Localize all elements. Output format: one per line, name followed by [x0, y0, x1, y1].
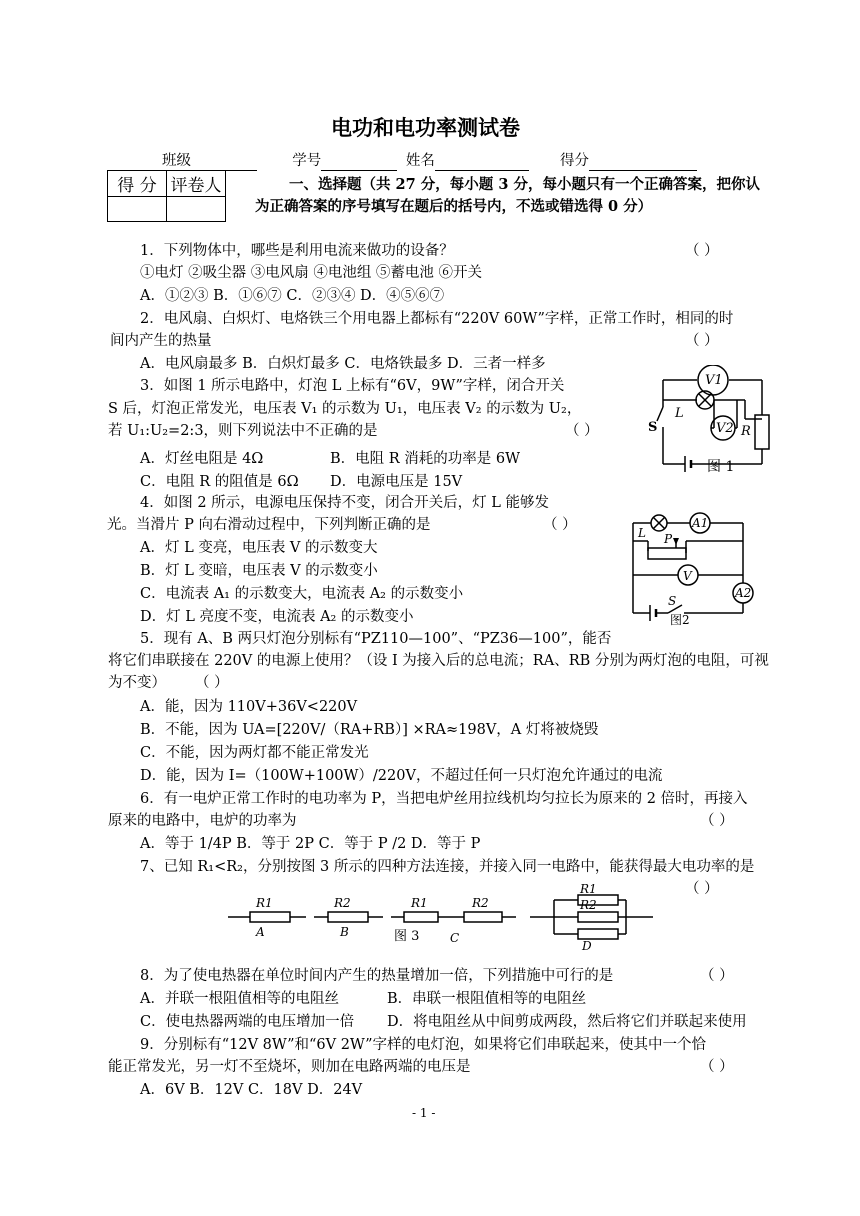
q3-stem-line2: S 后，灯泡正常发光，电压表 V₁ 的示数为 U₁，电压表 V₂ 的示数为 U₂， — [108, 401, 582, 417]
q6-options: A．等于 1/4P B．等于 2P C．等于 P /2 D．等于 P — [140, 836, 481, 852]
fig1-v2-label: V2 — [716, 421, 734, 436]
q1-stem: 1．下列物体中，哪些是利用电流来做功的设备？ — [140, 243, 454, 259]
fig3-c-r2 — [464, 912, 502, 922]
fig3-caption: 图 3 — [394, 929, 420, 944]
q3-stem-line3: 若 U₁:U₂=2:3，则下列说法中不正确的是 — [108, 423, 378, 439]
fig1-v1-label: V1 — [705, 373, 723, 388]
q4-option-a: A．灯 L 变亮，电压表 V 的示数变大 — [140, 540, 378, 556]
q4-option-d: D．灯 L 亮度不变，电流表 A₂ 的示数变小 — [140, 609, 414, 625]
q5-option-a: A．能，因为 110V+36V<220V — [140, 699, 358, 715]
q9-options: A．6V B．12V C．18V D．24V — [140, 1082, 363, 1098]
q3-answer-paren[interactable]: （ ） — [565, 423, 599, 439]
resistor-r — [755, 415, 769, 449]
page-number: - 1 - — [412, 1106, 436, 1120]
id-label: 学号 — [292, 153, 322, 169]
q4-answer-paren[interactable]: （ ） — [543, 517, 577, 533]
figure-2-circuit — [628, 505, 763, 627]
fig1-s-label: S — [648, 420, 658, 435]
fig3-c-r2-label: R2 — [472, 896, 489, 910]
q7-answer-paren[interactable]: （ ） — [685, 881, 719, 897]
fig2-s-label: S — [668, 594, 677, 608]
page-title: 电功和电功率测试卷 — [331, 116, 520, 140]
fig3-a-r1 — [250, 912, 290, 922]
q3-option-d: D．电源电压是 15V — [330, 474, 463, 490]
q3-stem-line1: 3．如图 1 所示电路中，灯泡 L 上标有“6V，9W”字样，闭合开关 — [140, 378, 565, 394]
q3-option-b: B．电阻 R 消耗的功率是 6W — [330, 451, 521, 467]
fig2-a2-label: A2 — [735, 586, 752, 600]
q8-option-a: A．并联一根阻值相等的电阻丝 — [140, 991, 339, 1007]
q2-stem-line1: 2．电风扇、白炽灯、电烙铁三个用电器上都标有“220V 60W”字样，正常工作时，相同的时 — [140, 311, 734, 327]
q9-stem-line1: 9．分别标有“12V 8W”和“6V 2W”字样的电灯泡，如果将它们串联起来，使其中一个恰 — [140, 1037, 707, 1053]
q5-stem-line3: 为不变） — [108, 675, 166, 691]
name-field[interactable] — [435, 155, 529, 171]
q7-stem: 7、已知 R₁<R₂，分别按图 3 所示的四种方法连接，并接入同一电路中，能获得最大电功率的是 — [140, 859, 755, 875]
q8-option-d: D．将电阻丝从中间剪成两段，然后将它们并联起来使用 — [387, 1014, 747, 1030]
q2-options: A．电风扇最多 B．白炽灯最多 C．电烙铁最多 D．三者一样多 — [140, 356, 546, 372]
q5-stem-line1: 5．现有 A、B 两只灯泡分别标有“PZ110—100”、“PZ36—100”，能否 — [140, 631, 612, 647]
figure-3-resistors — [228, 884, 660, 952]
q9-answer-paren[interactable]: （ ） — [700, 1059, 734, 1075]
q3-option-c: C．电阻 R 的阻值是 6Ω — [140, 474, 299, 490]
q8-option-b: B．串联一根阻值相等的电阻丝 — [387, 991, 587, 1007]
grader-cell-value[interactable] — [167, 197, 226, 222]
score-cell-value[interactable] — [108, 197, 167, 222]
q4-option-b: B．灯 L 变暗，电压表 V 的示数变小 — [140, 563, 378, 579]
q1-options: A．①②③ B．①⑥⑦ C．②③④ D．④⑤⑥⑦ — [140, 288, 445, 304]
q4-stem-line2: 光。当滑片 P 向右滑动过程中，下列判断正确的是 — [107, 517, 431, 533]
q3-option-a: A．灯丝电阻是 4Ω — [140, 451, 264, 467]
fig3-a-r1-label: R1 — [256, 896, 273, 910]
fig3-d-r2 — [578, 912, 618, 922]
fig2-v-label: V — [683, 569, 692, 583]
fig3-c-r1 — [404, 912, 438, 922]
fig3-c-label: C — [450, 931, 460, 945]
q4-option-c: C．电流表 A₁ 的示数变大，电流表 A₂ 的示数变小 — [140, 586, 464, 602]
fig2-l-label: L — [638, 526, 646, 540]
fig2-p-label: P — [664, 532, 673, 546]
q2-answer-paren[interactable]: （ ） — [685, 333, 719, 349]
header-fields — [162, 151, 697, 171]
q5-answer-paren[interactable]: （ ） — [195, 675, 229, 691]
q5-option-b: B．不能，因为 UA=[220V/（RA+RB）] ×RA≈198V，A 灯将被烧毁 — [140, 722, 599, 738]
name-label: 姓名 — [405, 153, 435, 169]
q4-stem-line1: 4．如图 2 所示，电源电压保持不变，闭合开关后，灯 L 能够发 — [140, 495, 550, 511]
fig3-d-label: D — [582, 939, 592, 952]
fig2-a1-label: A1 — [692, 516, 709, 530]
fig1-l-label: L — [675, 406, 684, 421]
class-label: 班级 — [162, 153, 191, 169]
figure-1-circuit — [645, 365, 780, 477]
q6-stem-line1: 6．有一电炉正常工作时的电功率为 P，当把电炉丝用拉线机均匀拉长为原来的 2 倍时，再接入 — [140, 791, 748, 807]
q6-answer-paren[interactable]: （ ） — [700, 813, 734, 829]
q5-option-d: D．能，因为 I=（100W+100W）/220V，不超过任何一只灯泡允许通过的电流 — [140, 768, 663, 784]
q5-option-c: C．不能，因为两灯都不能正常发光 — [140, 745, 369, 761]
fig1-caption: 图 1 — [707, 459, 735, 475]
q5-stem-line2: 将它们串联接在 220V 的电源上使用？（设 I 为接入后的总电流；RA、RB 分别为两灯泡的电阻，可视 — [108, 653, 769, 669]
fig3-d-r3 — [578, 929, 618, 939]
fig3-d-r1-label: R1 — [580, 884, 597, 896]
class-field[interactable] — [191, 155, 257, 171]
fig3-d-r2-label: R2 — [580, 898, 597, 912]
section1-heading-line1: 一、选择题（共 27 分，每小题 3 分，每小题只有一个正确答案，把你认 — [289, 176, 760, 193]
q1-items: ①电灯 ②吸尘器 ③电风扇 ④电池组 ⑤蓄电池 ⑥开关 — [140, 265, 483, 281]
grader-cell-label: 评卷人 — [167, 171, 226, 197]
q1-answer-paren[interactable]: （ ） — [685, 243, 719, 259]
q8-stem: 8．为了使电热器在单位时间内产生的热量增加一倍，下列措施中可行的是 — [140, 968, 614, 984]
fig2-caption: 图2 — [670, 613, 690, 627]
fig1-r-label: R — [741, 424, 751, 439]
fig3-b-r2-label: R2 — [334, 896, 351, 910]
q9-stem-line2: 能正常发光，另一灯不至烧坏，则加在电路两端的电压是 — [108, 1059, 471, 1075]
section1-heading-line2: 为正确答案的序号填写在题后的括号内，不选或错选得 0 分） — [255, 198, 653, 215]
q6-stem-line2: 原来的电路中，电炉的功率为 — [108, 813, 297, 829]
q8-option-c: C．使电热器两端的电压增加一倍 — [140, 1014, 355, 1030]
score-field[interactable] — [589, 155, 697, 171]
id-field[interactable] — [321, 155, 397, 171]
score-label: 得分 — [560, 153, 590, 169]
fig3-b-label: B — [340, 925, 349, 939]
score-cell-label: 得 分 — [108, 171, 167, 197]
q8-answer-paren[interactable]: （ ） — [700, 968, 734, 984]
fig3-b-r2 — [328, 912, 368, 922]
fig2-rheostat — [648, 548, 686, 559]
score-table — [107, 170, 226, 222]
fig3-c-r1-label: R1 — [411, 896, 428, 910]
fig3-a-label: A — [256, 925, 265, 939]
q2-stem-line2: 间内产生的热量 — [110, 333, 212, 349]
